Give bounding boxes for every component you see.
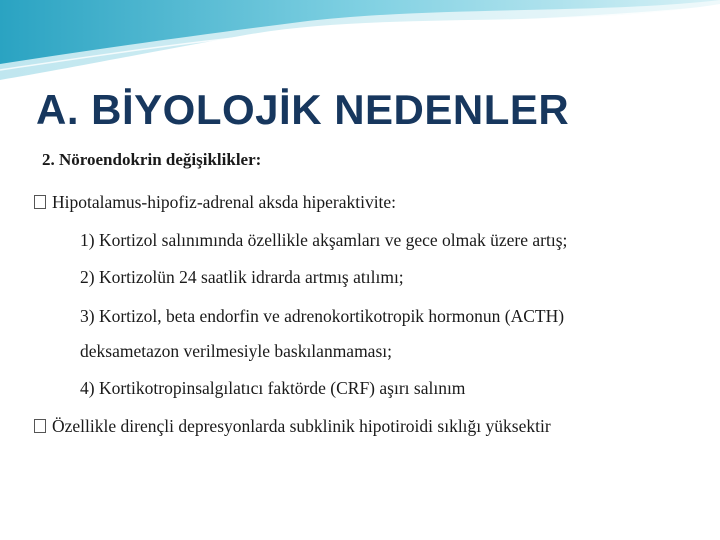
sub-item-4: 4) Kortikotropinsalgılatıcı faktörde (CRF) aşırı salınım <box>80 378 466 398</box>
sub-item-3: 3) Kortizol, beta endorfin ve adrenokortikotropik hormonun (ACTH) <box>80 306 565 326</box>
bullet-item-1 <box>34 192 396 213</box>
sub-item-1: 1) Kortizol salınımında özellikle akşamları ve gece olmak üzere artış; <box>80 230 568 250</box>
bullet-box-icon <box>34 419 46 433</box>
bullet-box-icon <box>34 195 46 209</box>
sub-item-2: 2) Kortizolün 24 saatlik idrarda artmış atılımı; <box>80 267 404 287</box>
bullet-item-2 <box>34 416 551 437</box>
sub-item-3-continuation: deksametazon verilmesiyle baskılanmaması; <box>80 341 392 361</box>
bullet-text: Özellikle dirençli depresyonlarda subklinik hipotiroidi sıklığı yüksektir <box>52 416 551 436</box>
header-wave-decoration <box>0 0 720 90</box>
bullet-text: Hipotalamus-hipofiz-adrenal aksda hiperaktivite: <box>52 192 397 212</box>
section-subheading: 2. Nöroendokrin değişiklikler: <box>42 150 262 169</box>
slide-title: A. BİYOLOJİK NEDENLER <box>36 86 570 133</box>
